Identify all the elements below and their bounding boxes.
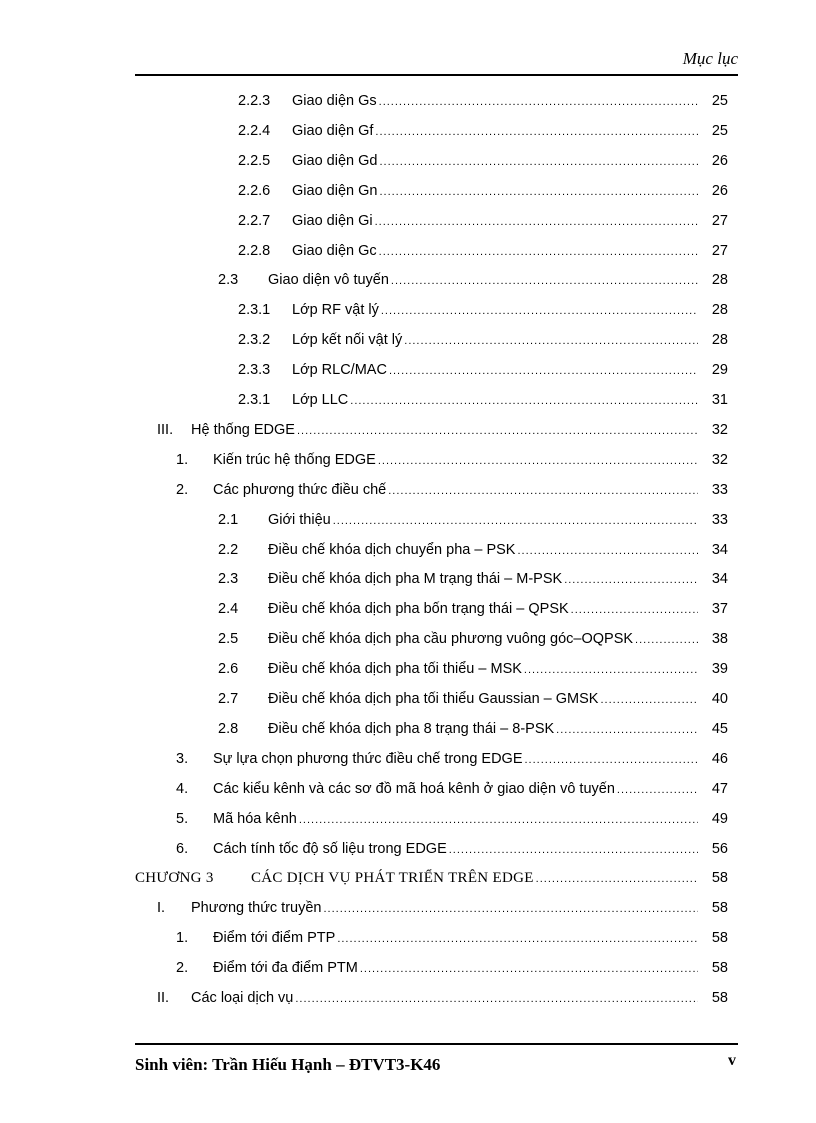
toc-entry-number: 4. (176, 780, 189, 797)
toc-entry-number: 2.3.1 (238, 392, 271, 408)
toc-leader-dots (360, 958, 698, 980)
toc-entry-title: Các loại dịch vụ (191, 987, 295, 1009)
toc-entry (0, 628, 816, 650)
toc-entry-page: 33 (711, 481, 728, 498)
toc-entry (0, 568, 816, 590)
toc-leader-dots (404, 330, 698, 352)
toc-leader-dots (564, 569, 698, 591)
toc-leader-dots (379, 91, 698, 113)
toc-entry-page: 47 (711, 780, 728, 797)
footer-rule (135, 1043, 738, 1045)
toc-entry (0, 210, 816, 232)
toc-entry-title: Hệ thống EDGE (191, 419, 297, 441)
toc-leader-dots (571, 599, 698, 621)
toc-entry-number: 6. (176, 840, 189, 857)
toc-entry-page: 56 (711, 840, 728, 857)
toc-leader-dots (295, 988, 698, 1010)
toc-entry-number: III. (157, 421, 174, 438)
toc-entry-page: 27 (711, 212, 728, 229)
toc-entry-title: Điều chế khóa dịch pha tối thiểu Gaussian – GMSK (268, 688, 600, 710)
toc-entry-number: 2.5 (218, 631, 239, 648)
toc-leader-dots (299, 809, 698, 831)
toc-leader-dots (375, 211, 698, 233)
header-rule (135, 74, 738, 76)
toc-leader-dots (525, 749, 699, 771)
toc-entry (0, 90, 816, 112)
toc-leader-dots (600, 689, 698, 711)
toc-entry-page: 37 (711, 601, 728, 618)
toc-entry (0, 957, 816, 979)
toc-entry-title: Kiến trúc hệ thống EDGE (213, 449, 378, 471)
toc-entry-number: II. (157, 990, 170, 1006)
toc-entry-title: Các phương thức điều chế (213, 479, 388, 501)
toc-entry (0, 299, 816, 321)
toc-entry (0, 269, 816, 291)
toc-entry-page: 58 (711, 990, 728, 1006)
toc-entry-page: 45 (711, 720, 728, 737)
toc-entry-page: 38 (711, 631, 728, 648)
toc-entry-number: 3. (176, 750, 189, 767)
toc-leader-dots (635, 629, 698, 651)
footer-page-number: v (728, 1052, 736, 1069)
toc-entry-page: 39 (711, 661, 728, 678)
toc-entry-number: 2.2.6 (238, 182, 271, 199)
toc-entry-page: 28 (711, 272, 728, 289)
toc-entry-title: Giao diện Gf (292, 120, 375, 142)
toc-entry-number: 2.2.5 (238, 152, 271, 169)
toc-entry-number: 2. (176, 481, 189, 498)
toc-entry-page: 46 (711, 750, 728, 767)
toc-leader-dots (556, 719, 698, 741)
toc-entry-number: 2.3.3 (238, 362, 271, 379)
toc-entry-title: Điều chế khóa dịch chuyển pha – PSK (268, 539, 517, 561)
toc-entry-title: Điều chế khóa dịch pha cầu phương vuông góc–OQPSK (268, 628, 635, 650)
toc-entry-page: 31 (711, 392, 728, 408)
toc-entry-page: 27 (711, 242, 728, 259)
toc-entry-number: 2.1 (218, 511, 239, 528)
toc-entry (0, 987, 816, 1009)
toc-leader-dots (536, 868, 698, 890)
toc-leader-dots (617, 779, 698, 801)
toc-entry (0, 479, 816, 501)
footer-student-name: Sinh viên: Trần Hiếu Hạnh – ĐTVT3-K46 (135, 1055, 441, 1074)
toc-leader-dots (379, 241, 698, 263)
toc-entry (0, 867, 816, 889)
toc-leader-dots (337, 928, 698, 950)
toc-entry-page: 33 (711, 511, 728, 528)
toc-entry-page: 58 (711, 870, 728, 887)
toc-entry-title: Giao diện Gi (292, 210, 375, 232)
toc-leader-dots (388, 480, 698, 502)
toc-entry-page: 25 (711, 93, 728, 109)
toc-entry (0, 598, 816, 620)
toc-entry-title: Điểm tới điểm PTP (213, 927, 337, 949)
toc-entry-page: 32 (711, 421, 728, 438)
toc-entry-title: Điều chế khóa dịch pha tối thiểu – MSK (268, 658, 524, 680)
toc-leader-dots (389, 360, 698, 382)
toc-entry-title: Lớp LLC (292, 389, 350, 411)
toc-entry (0, 240, 816, 262)
toc-leader-dots (524, 659, 698, 681)
toc-entry-number: CHƯƠNG 3 (135, 870, 214, 887)
toc-entry-page: 49 (711, 810, 728, 827)
toc-entry (0, 927, 816, 949)
toc-entry-title: Lớp kết nối vật lý (292, 329, 404, 351)
toc-entry-number: 2.2.7 (238, 212, 271, 229)
toc-entry-page: 58 (711, 930, 728, 947)
toc-entry-title: Điểm tới đa điểm PTM (213, 957, 360, 979)
toc-entry-title: Điều chế khóa dịch pha bốn trạng thái – QPSK (268, 598, 571, 620)
toc-entry (0, 748, 816, 770)
toc-leader-dots (449, 839, 698, 861)
toc-entry (0, 509, 816, 531)
toc-entry-number: 2. (176, 960, 189, 977)
toc-entry-title: Giao diện Gd (292, 150, 379, 172)
toc-entry (0, 180, 816, 202)
toc-entry-number: 2.2.4 (238, 122, 271, 139)
toc-entry-number: 2.6 (218, 661, 239, 678)
toc-entry-page: 26 (711, 182, 728, 199)
toc-entry-title: Điều chế khóa dịch pha M trạng thái – M-PSK (268, 568, 564, 590)
toc-entry-title: Mã hóa kênh (213, 808, 299, 830)
toc-entry-number: 2.3.1 (238, 302, 271, 319)
toc-entry (0, 359, 816, 381)
toc-leader-dots (324, 898, 699, 920)
toc-entry (0, 419, 816, 441)
toc-entry-page: 32 (711, 451, 728, 468)
toc-leader-dots (333, 510, 698, 532)
toc-entry-title: Giao diện Gn (292, 180, 379, 202)
toc-entry (0, 120, 816, 142)
toc-entry (0, 150, 816, 172)
toc-entry-page: 58 (711, 960, 728, 977)
toc-entry (0, 329, 816, 351)
toc-entry-title: Giao diện vô tuyến (268, 269, 391, 291)
toc-leader-dots (375, 121, 698, 143)
toc-entry (0, 688, 816, 710)
toc-entry-number: 2.4 (218, 601, 239, 618)
toc-leader-dots (379, 181, 698, 203)
toc-entry-page: 34 (711, 571, 728, 588)
toc-entry-number: 2.7 (218, 691, 239, 707)
toc-entry-title: CÁC DỊCH VỤ PHÁT TRIỂN TRÊN EDGE (251, 867, 536, 889)
toc-entry-number: 1. (176, 930, 189, 947)
toc-entry-number: 1. (176, 451, 189, 468)
toc-entry (0, 838, 816, 860)
toc-entry-title: Giao diện Gs (292, 90, 379, 112)
toc-leader-dots (379, 151, 698, 173)
toc-leader-dots (517, 540, 698, 562)
toc-leader-dots (391, 270, 698, 292)
toc-entry (0, 718, 816, 740)
toc-entry-page: 34 (711, 541, 728, 558)
toc-leader-dots (378, 450, 698, 472)
toc-entry (0, 389, 816, 411)
toc-entry-number: 2.2.3 (238, 93, 271, 109)
toc-entry-page: 40 (711, 691, 728, 707)
toc-leader-dots (381, 300, 698, 322)
toc-entry (0, 449, 816, 471)
toc-entry-title: Cách tính tốc độ số liệu trong EDGE (213, 838, 449, 860)
toc-entry-title: Các kiểu kênh và các sơ đồ mã hoá kênh ở giao diện vô tuyến (213, 778, 617, 800)
toc-entry-number: 2.3 (218, 272, 239, 289)
toc-entry-number: I. (157, 900, 166, 917)
toc-leader-dots (297, 420, 698, 442)
toc-entry-page: 58 (711, 900, 728, 917)
toc-entry-title: Sự lựa chọn phương thức điều chế trong EDGE (213, 748, 525, 770)
toc-entry-title: Điều chế khóa dịch pha 8 trạng thái – 8-PSK (268, 718, 556, 740)
toc-entry-title: Lớp RF vật lý (292, 299, 381, 321)
toc-leader-dots (350, 390, 698, 412)
toc-entry-number: 5. (176, 810, 189, 827)
toc-entry-page: 25 (711, 122, 728, 139)
toc-entry-number: 2.2 (218, 541, 239, 558)
toc-entry-page: 28 (711, 302, 728, 319)
toc-entry (0, 897, 816, 919)
toc-entry-title: Lớp RLC/MAC (292, 359, 389, 381)
toc-entry (0, 658, 816, 680)
page-header-title: Mục lục (682, 49, 738, 68)
toc-entry-title: Giao diện Gc (292, 240, 379, 262)
toc-entry (0, 808, 816, 830)
toc-entry-page: 26 (711, 152, 728, 169)
toc-entry-page: 28 (711, 332, 728, 349)
toc-entry (0, 539, 816, 561)
toc-entry-number: 2.3 (218, 571, 239, 588)
toc-entry-page: 29 (711, 362, 728, 379)
toc-entry-number: 2.2.8 (238, 242, 271, 259)
toc-entry-title: Phương thức truyền (191, 897, 324, 919)
toc-entry-title: Giới thiệu (268, 509, 333, 531)
toc-entry (0, 778, 816, 800)
toc-entry-number: 2.3.2 (238, 332, 271, 349)
toc-entry-number: 2.8 (218, 720, 239, 737)
